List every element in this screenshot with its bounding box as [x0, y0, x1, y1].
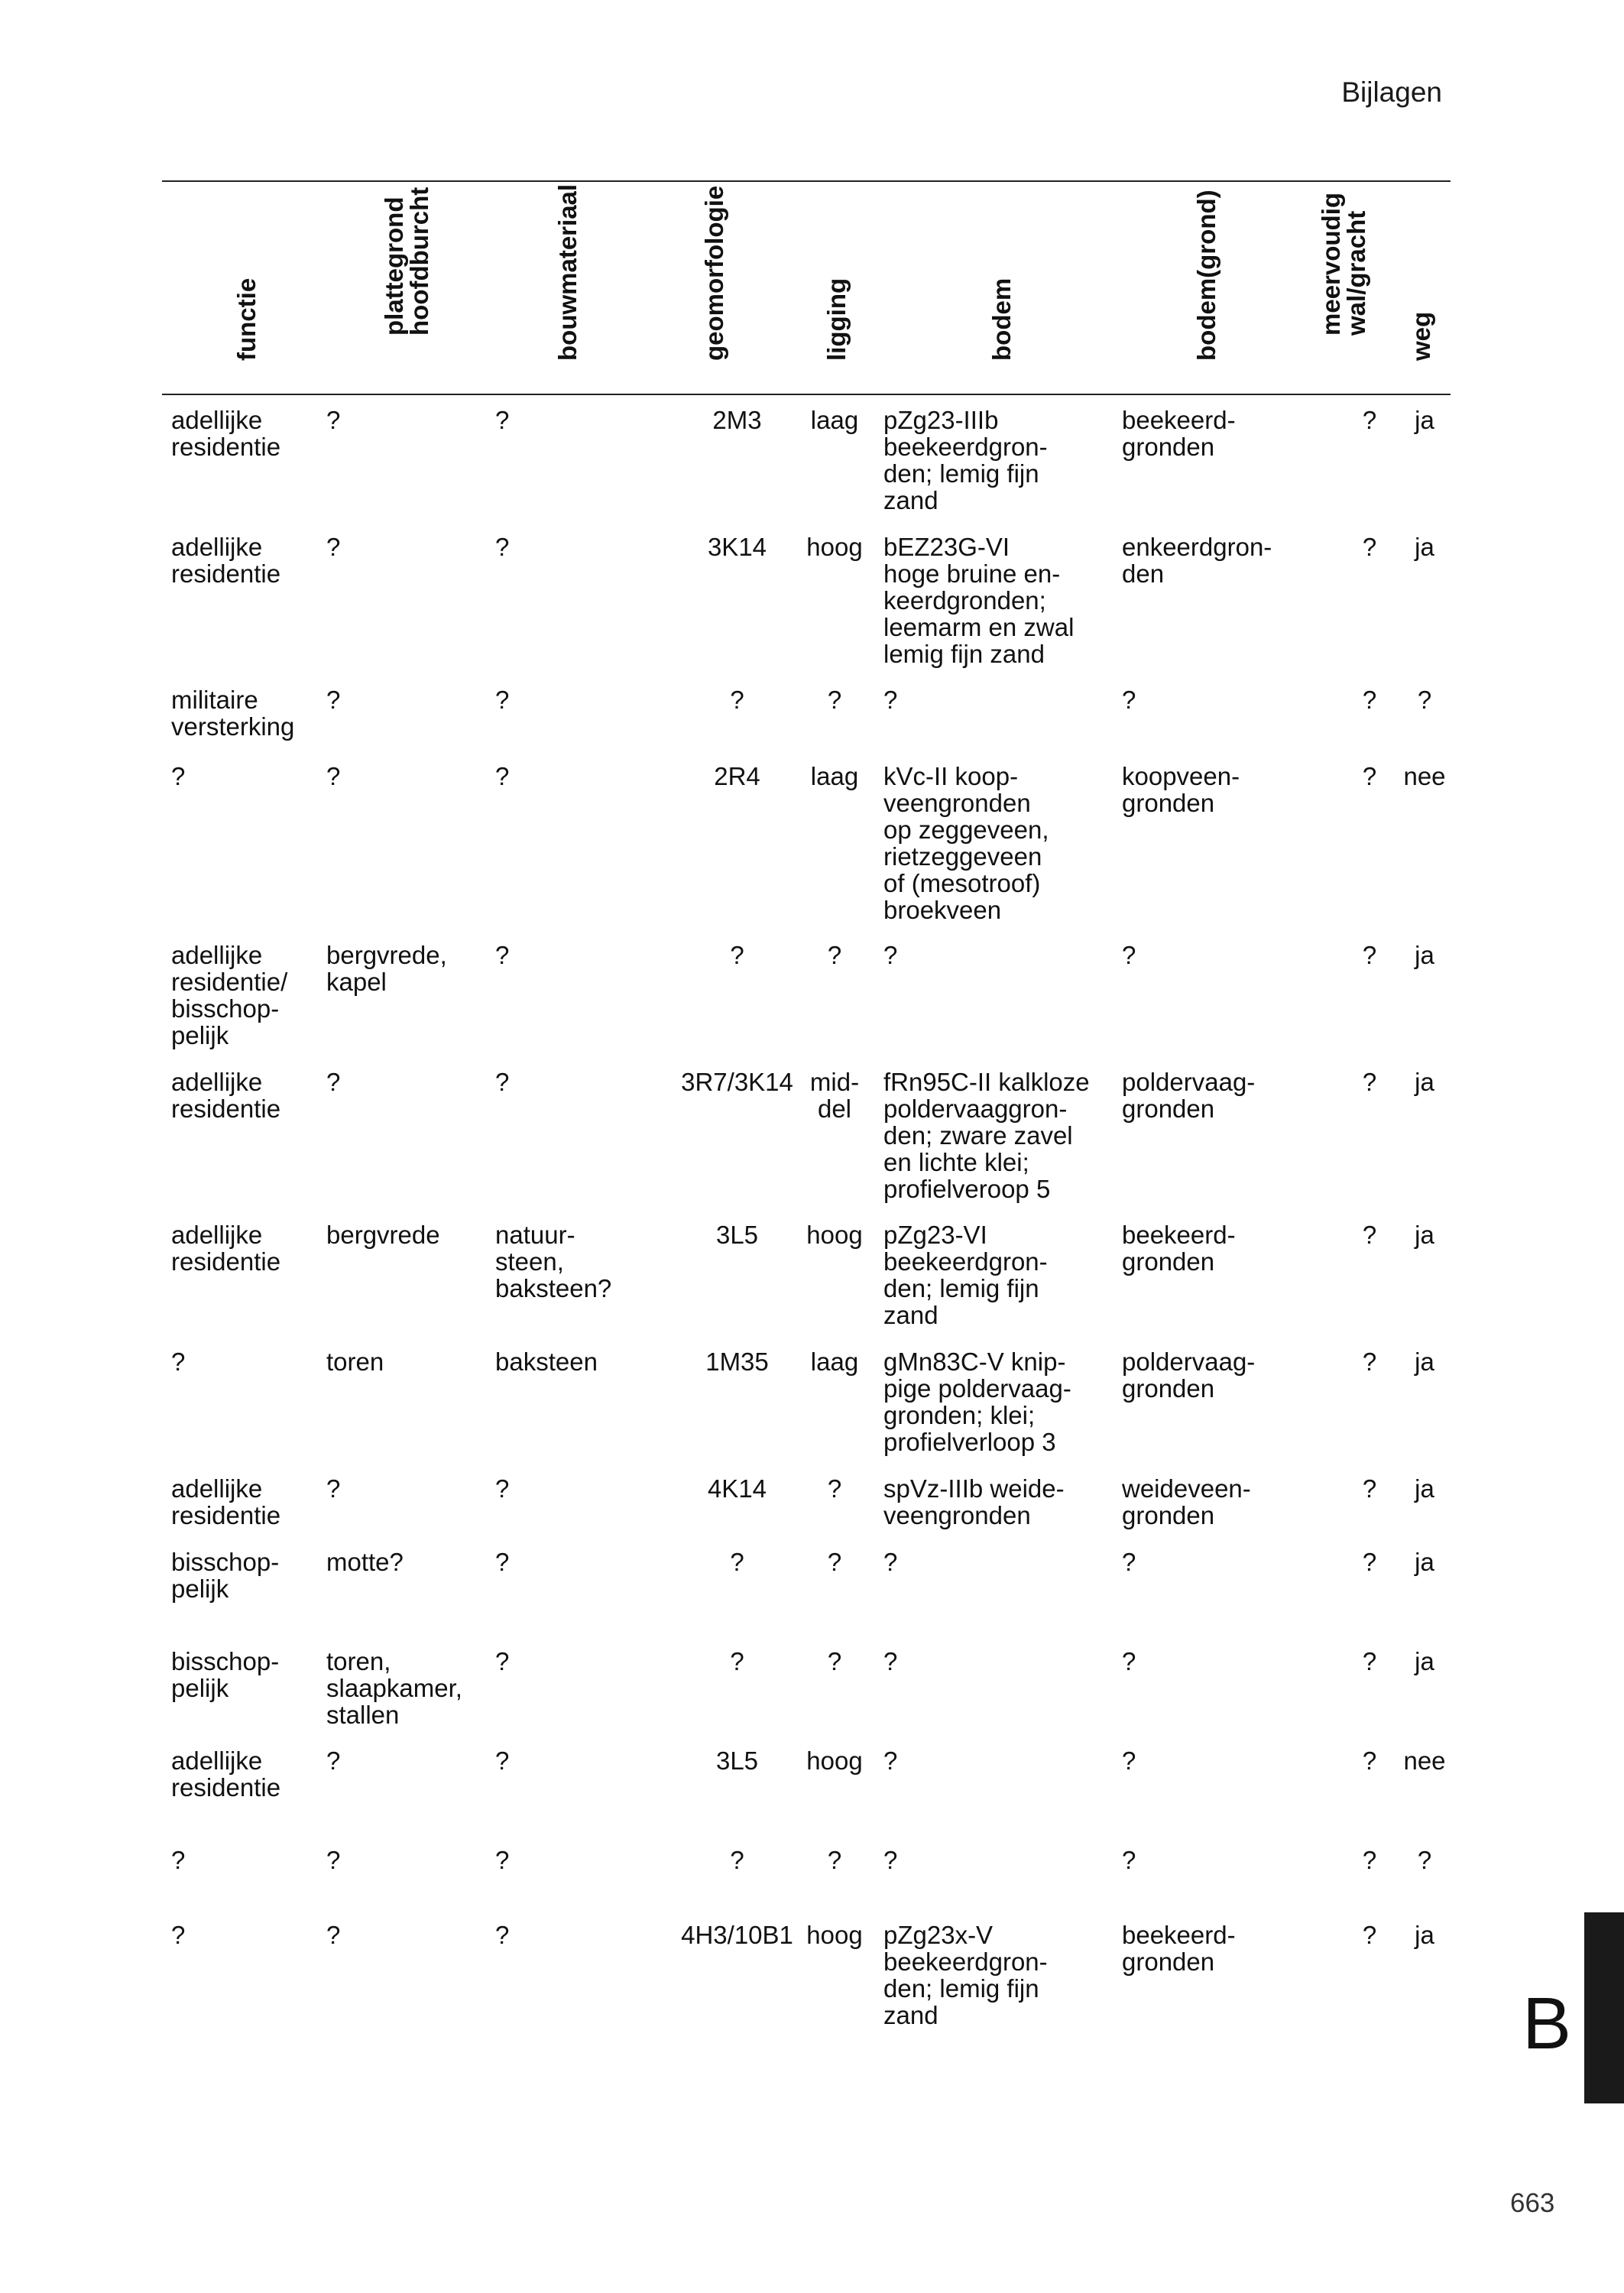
cell-ligging: ? — [827, 941, 842, 969]
column-header-bouwmateriaal — [536, 180, 598, 394]
cell-meervoudig: ? — [1362, 1921, 1377, 1949]
cell-meervoudig: ? — [1362, 1221, 1377, 1249]
cell-bodem: ? — [883, 1846, 898, 1874]
cell-functie: ? — [171, 762, 186, 790]
cell-weg: ja — [1415, 1474, 1434, 1503]
cell-plattegrond: toren — [326, 1348, 384, 1376]
cell-plattegrond: ? — [326, 762, 341, 790]
cell-ligging: laag — [810, 762, 859, 790]
cell-meervoudig: ? — [1362, 1647, 1377, 1675]
cell-bodem: bEZ23G-VI hoge bruine en- keerdgronden; leemarm en zwal lemig fijn zand — [883, 533, 1075, 668]
cell-geomorfologie: 3L5 — [715, 1747, 759, 1775]
column-header-line: hoofdburcht — [405, 186, 433, 336]
column-header-geomorfologie — [683, 180, 744, 394]
cell-geomorfologie: ? — [730, 1846, 744, 1874]
section-tab-bar — [1584, 1912, 1624, 2103]
cell-weg: ? — [1417, 686, 1432, 714]
cell-bouwmateriaal: ? — [495, 1846, 510, 1874]
cell-weg: ja — [1415, 1548, 1434, 1576]
cell-ligging: ? — [827, 1548, 842, 1576]
cell-bouwmateriaal: ? — [495, 686, 510, 714]
cell-bodemgrond: poldervaag- gronden — [1122, 1348, 1256, 1403]
column-header-meervoudig — [1313, 180, 1374, 394]
cell-ligging: ? — [827, 686, 842, 714]
cell-ligging: mid- del — [809, 1068, 860, 1123]
cell-bodem: ? — [883, 1647, 898, 1675]
cell-ligging: hoog — [806, 1921, 863, 1949]
cell-bodemgrond: ? — [1122, 1647, 1136, 1675]
cell-bodemgrond: ? — [1122, 1747, 1136, 1775]
cell-ligging: laag — [810, 406, 859, 434]
cell-weg: ja — [1415, 533, 1434, 561]
cell-ligging: laag — [810, 1348, 859, 1376]
cell-bodemgrond: koopveen- gronden — [1122, 762, 1240, 817]
cell-bouwmateriaal: ? — [495, 941, 510, 969]
cell-bodem: pZg23-VI beekeerdgron- den; lemig fijn zand — [883, 1221, 1048, 1329]
cell-bodemgrond: ? — [1122, 1548, 1136, 1576]
cell-bodemgrond: beekeerd- gronden — [1122, 1221, 1236, 1276]
cell-bouwmateriaal: ? — [495, 533, 510, 561]
cell-plattegrond: ? — [326, 533, 341, 561]
column-header-line: meervoudig — [1317, 192, 1345, 336]
cell-ligging: ? — [827, 1647, 842, 1675]
cell-meervoudig: ? — [1362, 762, 1377, 790]
cell-plattegrond: ? — [326, 1068, 341, 1096]
cell-meervoudig: ? — [1362, 1747, 1377, 1775]
cell-bouwmateriaal: ? — [495, 406, 510, 434]
cell-ligging: hoog — [806, 1221, 863, 1249]
cell-meervoudig: ? — [1362, 406, 1377, 434]
cell-bodem: pZg23x-V beekeerdgron- den; lemig fijn zand — [883, 1921, 1048, 2029]
column-header-line: bodem — [987, 277, 1016, 361]
column-header-line: bodem(grond) — [1191, 190, 1220, 361]
cell-geomorfologie: 1M35 — [705, 1348, 769, 1376]
cell-bodemgrond: ? — [1122, 941, 1136, 969]
column-header-line: bouwmateriaal — [553, 183, 582, 361]
cell-meervoudig: ? — [1362, 686, 1377, 714]
cell-bouwmateriaal: ? — [495, 1747, 510, 1775]
cell-geomorfologie: 4H3/10B1 — [681, 1921, 793, 1949]
cell-meervoudig: ? — [1362, 1348, 1377, 1376]
cell-plattegrond: ? — [326, 1747, 341, 1775]
cell-meervoudig: ? — [1362, 1846, 1377, 1874]
cell-functie: adellijke residentie — [171, 1068, 281, 1123]
column-header-functie — [216, 180, 277, 394]
cell-ligging: ? — [827, 1474, 842, 1503]
column-header-line: weg — [1406, 311, 1435, 361]
cell-weg: ? — [1417, 1846, 1432, 1874]
cell-ligging: ? — [827, 1846, 842, 1874]
cell-geomorfologie: ? — [730, 941, 744, 969]
cell-bodem: gMn83C-V knip- pige poldervaag- gronden; klei; profielverloop 3 — [883, 1348, 1071, 1456]
cell-weg: ja — [1415, 1068, 1434, 1096]
cell-bouwmateriaal: ? — [495, 1921, 510, 1949]
cell-weg: ja — [1415, 1647, 1434, 1675]
page-number: 663 — [1510, 2188, 1555, 2218]
cell-functie: adellijke residentie — [171, 1474, 281, 1529]
cell-bodemgrond: enkeerdgron- den — [1122, 533, 1272, 588]
cell-meervoudig: ? — [1362, 1068, 1377, 1096]
cell-functie: adellijke residentie — [171, 1747, 281, 1802]
column-header-line: wal/gracht — [1342, 210, 1370, 336]
cell-ligging: hoog — [806, 533, 863, 561]
column-header-weg — [1390, 180, 1451, 394]
cell-functie: bisschop- pelijk — [171, 1647, 280, 1702]
cell-bodemgrond: poldervaag- gronden — [1122, 1068, 1256, 1123]
cell-functie: adellijke residentie — [171, 1221, 281, 1276]
cell-plattegrond: ? — [326, 1921, 341, 1949]
column-header-bodem — [971, 180, 1032, 394]
cell-weg: ja — [1415, 941, 1434, 969]
column-header-line: ligging — [822, 277, 851, 361]
cell-functie: ? — [171, 1921, 186, 1949]
cell-geomorfologie: 3R7/3K14 — [681, 1068, 793, 1096]
cell-bodem: fRn95C-II kalkloze poldervaaggron- den; zware zavel en lichte klei; profielveroop 5 — [883, 1068, 1090, 1203]
cell-functie: militaire versterking — [171, 686, 295, 741]
cell-plattegrond: toren, slaapkamer, stallen — [326, 1647, 462, 1729]
cell-bodemgrond: ? — [1122, 1846, 1136, 1874]
cell-bodem: ? — [883, 941, 898, 969]
cell-meervoudig: ? — [1362, 1474, 1377, 1503]
cell-geomorfologie: 4K14 — [707, 1474, 767, 1503]
column-header-ligging — [806, 180, 867, 394]
cell-weg: ja — [1415, 1221, 1434, 1249]
cell-geomorfologie: ? — [730, 1647, 744, 1675]
cell-functie: ? — [171, 1348, 186, 1376]
cell-bodem: ? — [883, 1747, 898, 1775]
table-header-rule — [162, 394, 1451, 395]
cell-bodemgrond: weideveen- gronden — [1122, 1474, 1251, 1529]
cell-bodem: ? — [883, 686, 898, 714]
cell-plattegrond: motte? — [326, 1548, 404, 1576]
section-tab-letter: B — [1522, 1983, 1572, 2064]
cell-bouwmateriaal: natuur- steen, baksteen? — [495, 1221, 612, 1302]
cell-geomorfologie: ? — [730, 686, 744, 714]
cell-weg: ja — [1415, 1921, 1434, 1949]
cell-plattegrond: bergvrede — [326, 1221, 440, 1249]
cell-geomorfologie: 3L5 — [715, 1221, 759, 1249]
cell-meervoudig: ? — [1362, 533, 1377, 561]
cell-plattegrond: bergvrede, kapel — [326, 941, 447, 996]
cell-geomorfologie: 3K14 — [707, 533, 767, 561]
cell-weg: ja — [1415, 1348, 1434, 1376]
cell-functie: bisschop- pelijk — [171, 1548, 280, 1603]
cell-functie: adellijke residentie — [171, 533, 281, 588]
column-header-bodemgrond — [1175, 180, 1237, 394]
cell-functie: adellijke residentie — [171, 406, 281, 461]
cell-weg: ja — [1415, 406, 1434, 434]
cell-bodemgrond: ? — [1122, 686, 1136, 714]
column-header-line: geomorfologie — [699, 185, 728, 361]
cell-functie: adellijke residentie/ bisschop- pelijk — [171, 941, 288, 1049]
cell-plattegrond: ? — [326, 1474, 341, 1503]
cell-weg: nee — [1403, 762, 1446, 790]
cell-bodem: spVz-IIIb weide- veengronden — [883, 1474, 1065, 1529]
cell-plattegrond: ? — [326, 1846, 341, 1874]
cell-meervoudig: ? — [1362, 1548, 1377, 1576]
cell-meervoudig: ? — [1362, 941, 1377, 969]
cell-geomorfologie: ? — [730, 1548, 744, 1576]
cell-ligging: hoog — [806, 1747, 863, 1775]
cell-bouwmateriaal: ? — [495, 762, 510, 790]
column-header-line: plattegrond — [380, 196, 408, 336]
cell-geomorfologie: 2R4 — [714, 762, 760, 790]
column-header-line: functie — [232, 277, 261, 361]
cell-plattegrond: ? — [326, 686, 341, 714]
cell-bouwmateriaal: ? — [495, 1068, 510, 1096]
cell-bodem: pZg23-IIIb beekeerdgron- den; lemig fijn zand — [883, 406, 1048, 514]
cell-bodem: ? — [883, 1548, 898, 1576]
cell-bodemgrond: beekeerd- gronden — [1122, 1921, 1236, 1976]
running-head: Bijlagen — [1341, 76, 1442, 108]
cell-geomorfologie: 2M3 — [712, 406, 762, 434]
cell-bouwmateriaal: ? — [495, 1647, 510, 1675]
column-header-plattegrond — [376, 180, 437, 394]
cell-plattegrond: ? — [326, 406, 341, 434]
cell-bodemgrond: beekeerd- gronden — [1122, 406, 1236, 461]
cell-bodem: kVc-II koop- veengronden op zeggeveen, rietzeggeveen of (mesotroof) broekveen — [883, 762, 1049, 924]
cell-bouwmateriaal: baksteen — [495, 1348, 598, 1376]
cell-weg: nee — [1403, 1747, 1446, 1775]
cell-functie: ? — [171, 1846, 186, 1874]
cell-bouwmateriaal: ? — [495, 1474, 510, 1503]
cell-bouwmateriaal: ? — [495, 1548, 510, 1576]
